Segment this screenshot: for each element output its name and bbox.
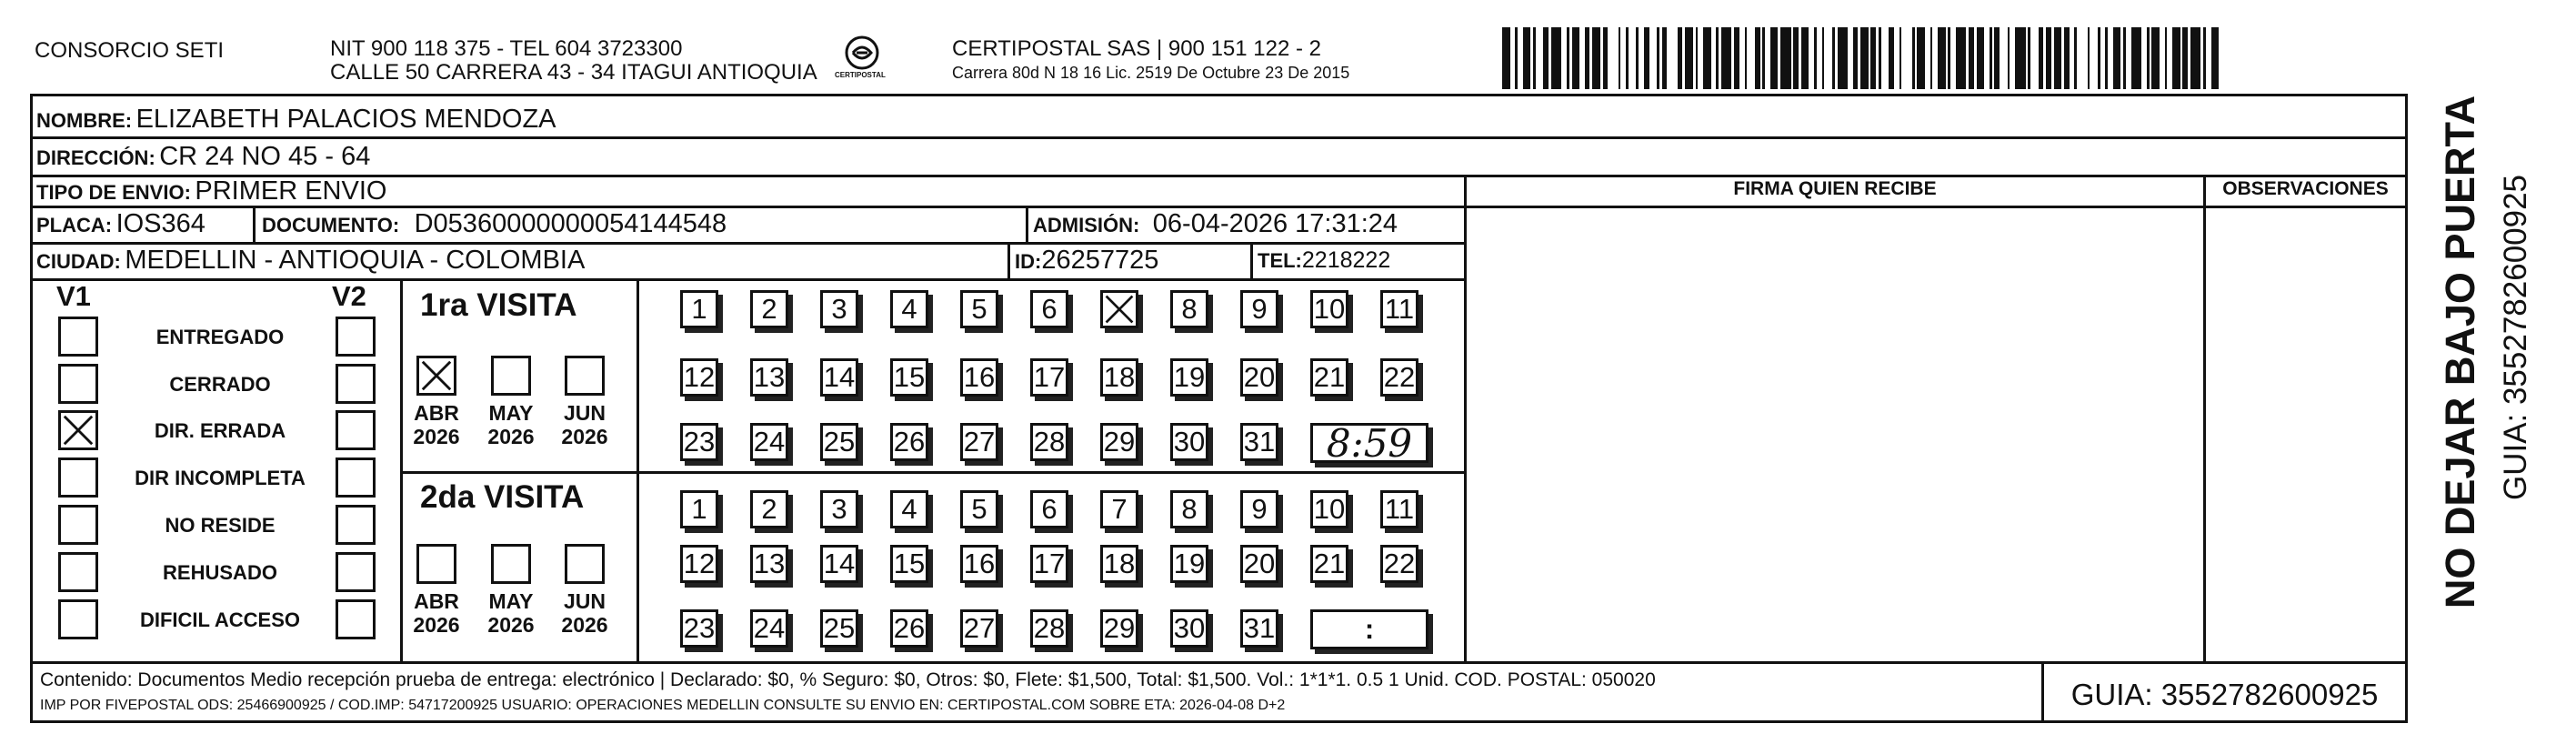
status-v1-checkbox[interactable] — [58, 364, 98, 404]
barcode-bar — [2131, 27, 2141, 89]
day-box[interactable]: 19 — [1170, 545, 1208, 583]
day-box[interactable]: 22 — [1380, 545, 1418, 583]
imp-line: IMP POR FIVEPOSTAL ODS: 25466900925 / COD.IMP: 54717200925 USUARIO: OPERACIONES MEDELLIN CONSULTE SU ENVIO EN: CERTIPOSTAL.COM SOBRE ETA: 2026-04-08 D+2 — [40, 698, 1286, 713]
ciudad-label: CIUDAD: — [36, 250, 121, 273]
day-box[interactable]: 16 — [960, 358, 998, 397]
admision-value: 06-04-2026 17:31:24 — [1152, 209, 1398, 238]
day-box[interactable]: 6 — [1030, 490, 1068, 528]
day-box[interactable]: 4 — [890, 290, 928, 328]
time-box[interactable] — [1310, 609, 1428, 649]
day-box[interactable]: 27 — [960, 423, 998, 461]
barcode-bar — [1523, 27, 1531, 89]
status-label: DIR. ERRADA — [154, 419, 286, 442]
barcode-bar — [2172, 27, 2180, 89]
month-label: ABR — [414, 589, 459, 613]
day-box[interactable]: 28 — [1030, 609, 1068, 648]
barcode-bar — [1938, 27, 1946, 89]
barcode-bar — [1901, 27, 1911, 89]
month-checkbox[interactable] — [491, 544, 531, 584]
day-box[interactable]: 28 — [1030, 423, 1068, 461]
x-mark-icon — [61, 413, 95, 447]
status-v2-checkbox[interactable] — [336, 552, 376, 592]
day-box[interactable]: 1 — [680, 490, 718, 528]
day-box[interactable]: 21 — [1310, 358, 1348, 397]
time-value: 8:59 — [1326, 420, 1413, 466]
day-box[interactable]: 26 — [890, 609, 928, 648]
x-mark-icon — [419, 358, 454, 393]
id-cell — [1015, 246, 1158, 276]
barcode-bar — [1592, 27, 1600, 89]
day-box[interactable]: 5 — [960, 290, 998, 328]
certipostal-line: CERTIPOSTAL SAS | 900 151 122 - 2 — [952, 36, 1321, 61]
documento-label: DOCUMENTO: — [262, 214, 400, 236]
direccion-row — [36, 142, 370, 172]
barcode-bar — [1667, 27, 1677, 89]
ciudad-cell — [36, 246, 585, 276]
logo-text: CERTIPOSTAL — [835, 71, 886, 79]
barcode-bar — [1649, 27, 1658, 89]
day-box[interactable]: 27 — [960, 609, 998, 648]
month-checkbox[interactable] — [416, 356, 456, 396]
status-v1-checkbox[interactable] — [58, 410, 98, 450]
year-label: 2026 — [487, 613, 535, 637]
status-label: REHUSADO — [163, 561, 277, 584]
status-v1-checkbox[interactable] — [58, 552, 98, 592]
firma-header: FIRMA QUIEN RECIBE — [1733, 178, 1937, 199]
day-box[interactable]: 21 — [1310, 545, 1348, 583]
status-v2-checkbox[interactable] — [336, 410, 376, 450]
day-box[interactable]: 1 — [680, 290, 718, 328]
month-checkbox[interactable] — [416, 544, 456, 584]
documento-value: D05360000000054144548 — [414, 209, 727, 238]
tel-cell — [1258, 247, 1390, 274]
barcode-bar — [2015, 27, 2025, 89]
day-box[interactable]: 9 — [1240, 290, 1278, 328]
barcode-bar — [1608, 27, 1618, 89]
day-box[interactable]: 12 — [680, 545, 718, 583]
barcode-bar — [2211, 27, 2220, 89]
barcode-bar — [2000, 27, 2008, 89]
year-label: 2026 — [413, 425, 460, 448]
second-visit-title: 2da VISITA — [420, 479, 585, 515]
status-v2-checkbox[interactable] — [336, 364, 376, 404]
side-notice — [2421, 95, 2533, 644]
day-box[interactable]: 31 — [1240, 423, 1278, 461]
day-box[interactable]: 30 — [1170, 609, 1208, 648]
day-box[interactable]: 19 — [1170, 358, 1208, 397]
day-box[interactable]: 11 — [1380, 490, 1418, 528]
day-box[interactable]: 24 — [750, 423, 788, 461]
day-box[interactable]: 20 — [1240, 545, 1278, 583]
no-dejar-bajo-puerta: NO DEJAR BAJO PUERTA — [2437, 95, 2483, 609]
status-label: CERRADO — [169, 373, 271, 396]
direccion-label: DIRECCIÓN: — [36, 146, 155, 169]
v2-header: V2 — [332, 280, 366, 312]
barcode-bar — [1551, 27, 1561, 89]
day-box[interactable]: 17 — [1030, 358, 1068, 397]
day-box[interactable]: 23 — [680, 609, 718, 648]
contenido-line: Contenido: Documentos Medio recepción prueba de entrega: electrónico | Declarado: $0, % Seguro: $0, Otros: $0, Flete: $1,500, Total: $1,500. Vol.: 1*1*1. 0.5 1 Unid. COD. POSTAL: 050020 — [40, 669, 1656, 690]
day-box[interactable]: 10 — [1310, 290, 1348, 328]
year-label: 2026 — [413, 613, 460, 637]
barcode-bar — [1703, 27, 1711, 89]
barcode-bar — [2113, 27, 2121, 89]
placa-value: IOS364 — [115, 209, 205, 238]
month-label: ABR — [414, 401, 459, 425]
day-box[interactable]: 25 — [820, 609, 858, 648]
year-label: 2026 — [561, 613, 608, 637]
barcode-bar — [1917, 27, 1925, 89]
day-box[interactable]: 8 — [1170, 490, 1208, 528]
barcode-bar — [1801, 27, 1809, 89]
barcode-bar — [1536, 27, 1544, 89]
barcode-bar — [1838, 27, 1848, 89]
day-box[interactable]: 13 — [750, 358, 788, 397]
barcode-bar — [2030, 27, 2039, 89]
barcode-bar — [1721, 27, 1731, 89]
day-box[interactable]: 10 — [1310, 490, 1348, 528]
status-label: NO RESIDE — [165, 514, 276, 537]
day-box[interactable]: 11 — [1380, 290, 1418, 328]
observaciones-area[interactable] — [2206, 208, 2405, 661]
certipostal-logo — [835, 33, 889, 87]
day-box[interactable]: 2 — [750, 290, 788, 328]
day-box[interactable]: 25 — [820, 423, 858, 461]
footer-guia: GUIA: 3552782600925 — [2070, 678, 2379, 711]
day-box[interactable]: 20 — [1240, 358, 1278, 397]
day-box[interactable]: 15 — [890, 358, 928, 397]
day-box[interactable]: 14 — [820, 545, 858, 583]
day-box[interactable]: 13 — [750, 545, 788, 583]
day-box[interactable]: 3 — [820, 490, 858, 528]
month-label: MAY — [488, 401, 534, 425]
day-box[interactable]: 24 — [750, 609, 788, 648]
barcode — [1502, 27, 2225, 89]
barcode-bar — [2190, 27, 2200, 89]
barcode-bar — [1977, 27, 1985, 89]
barcode-bar — [2151, 27, 2160, 89]
admision-cell — [1033, 209, 1398, 239]
documento-cell — [262, 209, 727, 239]
day-box[interactable] — [1100, 290, 1138, 328]
firma-area[interactable] — [1467, 208, 2203, 661]
day-box[interactable]: 23 — [680, 423, 718, 461]
barcode-bar — [1747, 27, 1755, 89]
status-v2-checkbox[interactable] — [336, 457, 376, 498]
x-mark-icon — [1103, 293, 1136, 326]
nombre-value: ELIZABETH PALACIOS MENDOZA — [135, 105, 556, 134]
month-label: JUN — [563, 401, 606, 425]
direccion-value: CR 24 NO 45 - 64 — [159, 142, 371, 171]
side-guia: GUIA: 3552782600925 — [2498, 174, 2533, 501]
status-v1-checkbox[interactable] — [58, 599, 98, 639]
day-box[interactable]: 18 — [1100, 358, 1138, 397]
barcode-bar — [2054, 27, 2062, 89]
year-label: 2026 — [487, 425, 535, 448]
day-box[interactable]: 3 — [820, 290, 858, 328]
month-checkbox[interactable] — [491, 356, 531, 396]
barcode-bar — [1881, 27, 1889, 89]
company-name: CONSORCIO SETI — [35, 38, 225, 63]
status-label: ENTREGADO — [155, 326, 285, 348]
year-label: 2026 — [561, 425, 608, 448]
barcode-bar — [1629, 27, 1637, 89]
day-box[interactable]: 26 — [890, 423, 928, 461]
day-box[interactable]: 2 — [750, 490, 788, 528]
day-box[interactable]: 14 — [820, 358, 858, 397]
tipo-label: TIPO DE ENVIO: — [36, 181, 191, 204]
day-box[interactable]: 18 — [1100, 545, 1138, 583]
license-line: Carrera 80d N 18 16 Lic. 2519 De Octubre 23 De 2015 — [952, 64, 1350, 82]
tipo-row — [36, 176, 386, 206]
nit-line: NIT 900 118 375 - TEL 604 3723300 — [330, 36, 683, 61]
status-v1-checkbox[interactable] — [58, 505, 98, 545]
barcode-bar — [1780, 27, 1790, 89]
time-box[interactable] — [1310, 420, 1428, 466]
barcode-bar — [1824, 27, 1832, 89]
status-label: DIFICIL ACCESO — [139, 608, 300, 631]
status-label: DIR INCOMPLETA — [135, 467, 306, 489]
day-box[interactable]: 17 — [1030, 545, 1068, 583]
tel-value: 2218222 — [1301, 247, 1391, 273]
day-box[interactable]: 29 — [1100, 609, 1138, 648]
barcode-bar — [1685, 27, 1693, 89]
barcode-bar — [1572, 27, 1580, 89]
day-box[interactable]: 16 — [960, 545, 998, 583]
barcode-bar — [2219, 27, 2224, 89]
first-visit-title: 1ra VISITA — [420, 287, 577, 323]
day-box[interactable]: 5 — [960, 490, 998, 528]
day-box[interactable]: 22 — [1380, 358, 1418, 397]
month-checkbox[interactable] — [565, 544, 605, 584]
barcode-bar — [1770, 27, 1779, 89]
barcode-bar — [2077, 27, 2087, 89]
address-line: CALLE 50 CARRERA 43 - 34 ITAGUI ANTIOQUIA — [330, 60, 817, 85]
id-value: 26257725 — [1041, 246, 1159, 275]
id-label: ID: — [1015, 250, 1042, 273]
day-box[interactable]: 31 — [1240, 609, 1278, 648]
day-box[interactable]: 12 — [680, 358, 718, 397]
status-v1-checkbox[interactable] — [58, 457, 98, 498]
barcode-bar — [1860, 27, 1869, 89]
day-box[interactable]: 9 — [1240, 490, 1278, 528]
day-box[interactable]: 30 — [1170, 423, 1208, 461]
placa-cell — [36, 209, 205, 239]
status-v1-checkbox[interactable] — [58, 317, 98, 357]
barcode-bar — [1502, 27, 1510, 89]
month-label: MAY — [488, 589, 534, 613]
day-box[interactable]: 6 — [1030, 290, 1068, 328]
month-checkbox[interactable] — [565, 356, 605, 396]
barcode-bar — [1956, 27, 1966, 89]
status-v2-checkbox[interactable] — [336, 599, 376, 639]
day-box[interactable]: 15 — [890, 545, 928, 583]
tipo-value: PRIMER ENVIO — [195, 176, 387, 206]
observaciones-header: OBSERVACIONES — [2222, 178, 2389, 199]
day-box[interactable]: 4 — [890, 490, 928, 528]
day-box[interactable]: 8 — [1170, 290, 1208, 328]
nombre-label: NOMBRE: — [36, 109, 133, 132]
placa-label: PLACA: — [36, 214, 113, 236]
ciudad-value: MEDELLIN - ANTIOQUIA - COLOMBIA — [125, 246, 586, 275]
day-box[interactable]: 29 — [1100, 423, 1138, 461]
barcode-bar — [2090, 27, 2098, 89]
status-v2-checkbox[interactable] — [336, 505, 376, 545]
v1-header: V1 — [56, 280, 91, 312]
nombre-row — [36, 105, 556, 135]
admision-label: ADMISIÓN: — [1033, 214, 1140, 236]
status-v2-checkbox[interactable] — [336, 317, 376, 357]
month-label: JUN — [563, 589, 606, 613]
tel-label: TEL: — [1258, 249, 1302, 272]
day-box[interactable]: 7 — [1100, 490, 1138, 528]
time-value: : — [1364, 613, 1375, 645]
